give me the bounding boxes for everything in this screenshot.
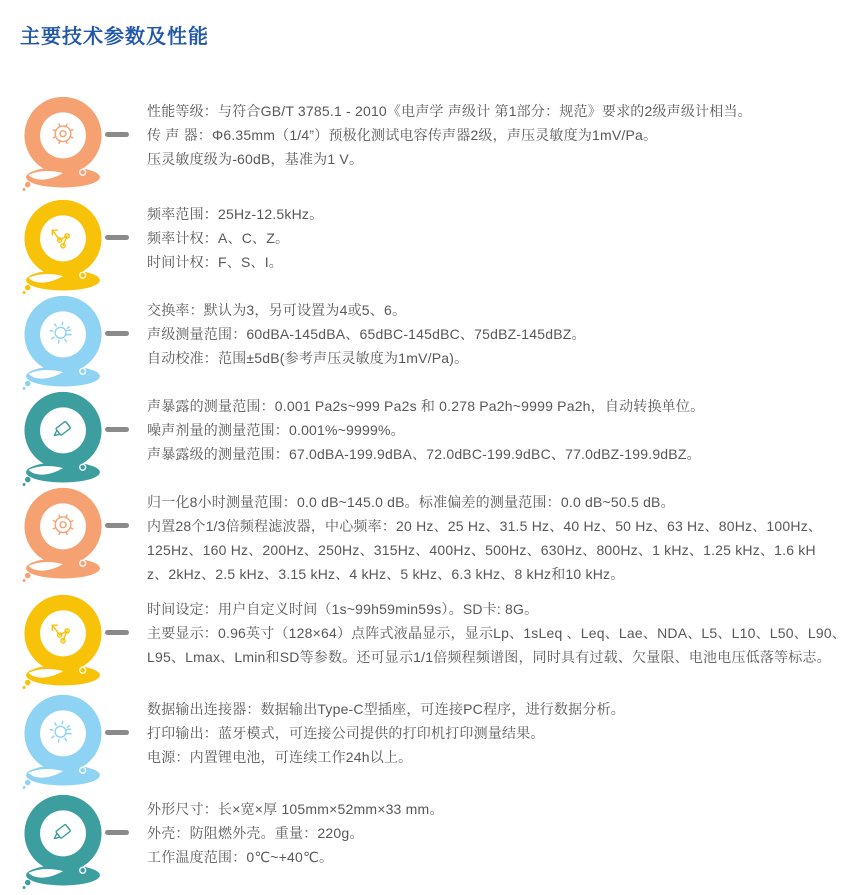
connector-dash [105,235,129,240]
spec-row [0,96,850,192]
badge-share-nodes-icon [22,594,104,690]
spec-text [147,694,625,769]
spec-text [147,594,846,669]
gear-icon [22,487,104,583]
spec-line: 内置28个1/3倍频程滤波器，中心频率：20 Hz、25 Hz、31.5 Hz、40 Hz、50 Hz、63 Hz、80Hz、100Hz、 [147,518,823,534]
spec-line: 125Hz、160 Hz、200Hz、250Hz、315Hz、400Hz、500Hz、630Hz、800Hz、1 kHz、1.25 kHz、1.6 kH [147,542,816,558]
spec-row [0,694,850,790]
badge-marker-pen-icon [22,391,104,487]
connector-dash [105,730,129,735]
spec-text [147,199,323,274]
spec-line: 时间设定：用户自定义时间（1s~99h59min59s）。SD卡: 8G。 [147,601,539,617]
spec-line: 频率计权：A、C、Z。 [147,230,290,246]
connector-dash [105,830,129,835]
spec-row [0,794,850,890]
spec-line: 传 声 器：Φ6.35mm（1/4”）预极化测试电容传声器2级，声压灵敏度为1mV/Pa。 [147,127,658,143]
spec-line: 性能等级：与符合GB/T 3785.1 - 2010《电声学 声级计 第1部分：规范》要求的2级声级计相当。 [147,103,752,119]
spec-line: 声暴露的测量范围：0.001 Pa2s~999 Pa2s 和 0.278 Pa2h~9999 Pa2h，自动转换单位。 [147,398,705,414]
spec-line: 噪声剂量的测量范围：0.001%~9999%。 [147,422,405,438]
spec-line: 交换率：默认为3，另可设置为4或5、6。 [147,302,407,318]
spec-row [0,391,850,487]
spec-text [147,96,752,171]
marker-pen-icon [22,794,104,890]
connector-dash [105,427,129,432]
spec-text [147,794,444,869]
marker-pen-icon [22,391,104,487]
page-title: 主要技术参数及性能 [20,26,209,48]
spec-line: 外形尺寸：长×宽×厚 105mm×52mm×33 mm。 [147,801,444,817]
spec-line: 自动校准：范围±5dB(参考声压灵敏度为1mV/Pa)。 [147,350,469,366]
spec-row [0,594,850,690]
idea-bulb-icon [22,295,104,391]
spec-text [147,487,822,586]
gear-icon [22,96,104,192]
badge-idea-bulb-icon [22,694,104,790]
spec-row [0,199,850,295]
spec-line: 数据输出连接器：数据输出Type-C型插座，可连接PC程序，进行数据分析。 [147,701,625,717]
spec-line: 工作温度范围：0℃~+40℃。 [147,849,334,865]
spec-line: 压灵敏度级为-60dB，基准为1 V。 [147,151,364,167]
spec-list [0,96,850,890]
spec-row [0,295,850,391]
spec-line: 打印输出：蓝牙模式，可连接公司提供的打印机打印测量结果。 [147,725,545,741]
badge-gear-icon [22,487,104,583]
spec-line: 时间计权：F、S、I。 [147,254,283,270]
share-nodes-icon [22,199,104,295]
spec-line: 主要显示：0.96英寸（128×64）点阵式液晶显示，显示Lp、1sLeq 、Leq、Lae、NDA、L5、L10、L50、L90、 [147,625,847,641]
badge-share-nodes-icon [22,199,104,295]
connector-dash [105,132,129,137]
connector-dash [105,630,129,635]
idea-bulb-icon [22,694,104,790]
spec-line: 声级测量范围：60dBA-145dBA、65dBC-145dBC、75dBZ-145dBZ。 [147,326,586,342]
spec-line: z、2kHz、2.5 kHz、3.15 kHz、4 kHz、5 kHz、6.3 kHz、8 kHz和10 kHz。 [147,566,625,582]
spec-text [147,295,586,370]
spec-line: 声暴露级的测量范围：67.0dBA-199.9dBA、72.0dBC-199.9dBC、77.0dBZ-199.9dBZ。 [147,446,701,462]
spec-line: 归一化8小时测量范围：0.0 dB~145.0 dB。标准偏差的测量范围：0.0 dB~50.5 dB。 [147,494,675,510]
share-nodes-icon [22,594,104,690]
connector-dash [105,523,129,528]
spec-line: 频率范围：25Hz-12.5kHz。 [147,206,324,222]
spec-line: 电源：内置锂电池，可连续工作24h以上。 [147,749,413,765]
badge-marker-pen-icon [22,794,104,890]
badge-gear-icon [22,96,104,192]
spec-row [0,487,850,586]
spec-line: L95、Lmax、Lmin和SD等参数。还可显示1/1倍频程频谱图，同时具有过载、欠量限、电池电压低落等标志。 [147,649,831,665]
connector-dash [105,331,129,336]
spec-text [147,391,704,466]
spec-line: 外壳：防阻燃外壳。重量：220g。 [147,825,364,841]
badge-idea-bulb-icon [22,295,104,391]
